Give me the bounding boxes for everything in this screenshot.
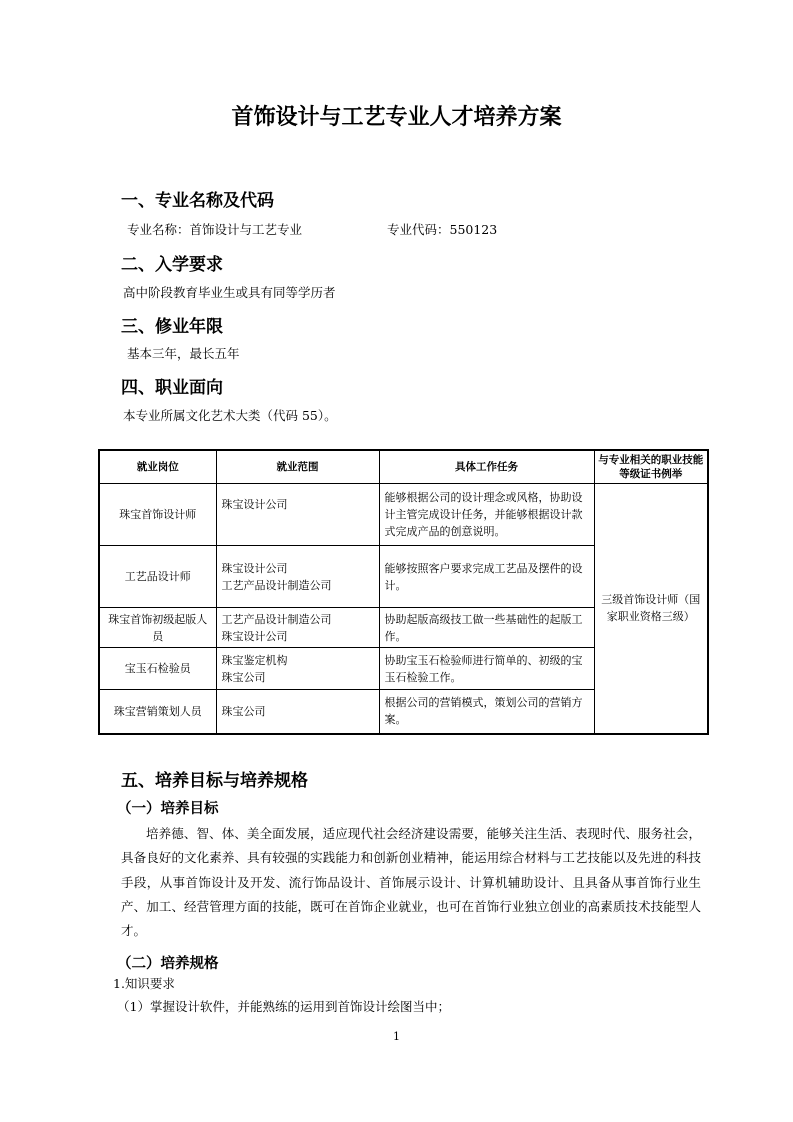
table-row	[99, 484, 708, 546]
post-cell: 工艺品设计师	[99, 546, 216, 608]
section-2-heading: 二、入学要求	[121, 255, 223, 275]
certificate-cell: 三级首饰设计师（国家职业资格三级）	[594, 484, 708, 734]
scope-item: 珠宝设计公司	[221, 629, 288, 643]
header-certificate: 与专业相关的职业技能等级证书例举	[594, 450, 708, 484]
task-cell: 能够根据公司的设计理念或风格，协助设计主管完成设计任务，并能够根据设计款式完成产品的创意说明。	[379, 484, 594, 546]
header-post: 就业岗位	[99, 450, 216, 484]
task-cell: 协助起版高级技工做一些基础性的起版工作。	[379, 608, 594, 648]
section-3-heading: 三、修业年限	[121, 317, 223, 337]
header-task: 具体工作任务	[379, 450, 594, 484]
scope-item: 珠宝鉴定机构	[221, 653, 288, 667]
section-1-heading: 一、专业名称及代码	[121, 191, 274, 211]
post-cell: 珠宝首饰初级起版人员	[99, 608, 216, 648]
page-title: 首饰设计与工艺专业人才培养方案	[231, 105, 562, 130]
scope-cell	[216, 690, 379, 734]
admission-text: 高中阶段教育毕业生或具有同等学历者	[123, 285, 336, 300]
career-table	[98, 449, 709, 735]
knowledge-heading: 1.知识要求	[113, 976, 175, 991]
scope-item: 工艺产品设计制造公司	[221, 578, 332, 592]
task-cell: 根据公司的营销模式，策划公司的营销方案。	[379, 690, 594, 734]
major-code: 专业代码：550123	[387, 222, 498, 237]
career-text: 本专业所属文化艺术大类（代码 55）。	[123, 408, 337, 423]
task-cell: 能够按照客户要求完成工艺品及摆件的设计。	[379, 546, 594, 608]
scope-item: 珠宝公司	[221, 670, 266, 684]
table-header-row	[99, 450, 708, 484]
scope-cell	[216, 608, 379, 648]
major-name: 专业名称：首饰设计与工艺专业	[127, 222, 303, 237]
goal-paragraph: 培养德、智、体、美全面发展，适应现代社会经济建设需要，能够关注生活、表现时代、服务社会，具备良好的文化素养、具有较强的实践能力和创新创业精神，能运用综合材料与工艺技能以及先进的科技手段，从事首饰设计及开发、流行饰品设计、首饰展示设计、计算机辅助设计、且具备从事首饰行业生产、加工、经营管理方面的技能，既可在首饰企业就业，也可在首饰行业独立创业的高素质技术技能型人才。	[121, 826, 701, 939]
scope-item: 珠宝设计公司	[221, 561, 288, 575]
duration-text: 基本三年，最长五年	[127, 346, 240, 361]
subsection-goal-heading: （一）培养目标	[117, 801, 219, 817]
scope-item: 珠宝公司	[221, 704, 266, 718]
scope-cell	[216, 546, 379, 608]
subsection-spec-heading: （二）培养规格	[117, 956, 219, 972]
post-cell: 珠宝首饰设计师	[99, 484, 216, 546]
scope-cell	[216, 648, 379, 690]
page-number: 1	[393, 1030, 400, 1043]
knowledge-item-1: （1）掌握设计软件，并能熟练的运用到首饰设计绘图当中；	[117, 999, 450, 1014]
scope-item: 工艺产品设计制造公司	[221, 612, 332, 626]
post-cell: 宝玉石检验员	[99, 648, 216, 690]
post-cell: 珠宝营销策划人员	[99, 690, 216, 734]
scope-item: 珠宝设计公司	[221, 498, 288, 511]
section-4-heading: 四、职业面向	[121, 378, 223, 398]
task-cell: 协助宝玉石检验师进行简单的、初级的宝玉石检验工作。	[379, 648, 594, 690]
scope-cell	[216, 484, 379, 546]
header-scope: 就业范围	[216, 450, 379, 484]
section-5-heading: 五、培养目标与培养规格	[121, 771, 308, 791]
